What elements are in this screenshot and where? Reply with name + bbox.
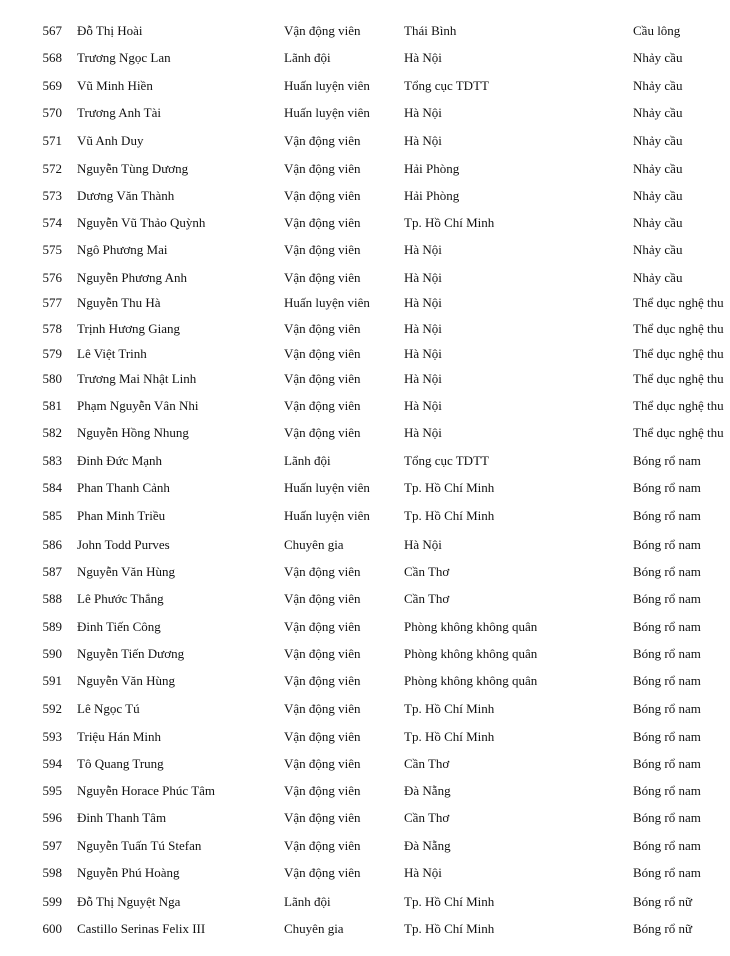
role: Vận động viên [284, 729, 361, 744]
unit: Tp. Hồ Chí Minh [404, 508, 495, 523]
role: Vận động viên [284, 242, 361, 257]
role: Vận động viên [284, 371, 361, 386]
unit: Thái Bình [404, 23, 457, 38]
sport: Bóng rổ nam [633, 508, 701, 523]
person-name: Lê Việt Trinh [77, 346, 147, 361]
role: Huấn luyện viên [284, 508, 370, 523]
table-row [0, 241, 730, 259]
sport: Bóng rổ nam [633, 537, 701, 552]
sport: Cầu lông [633, 23, 681, 38]
table-row [0, 214, 730, 232]
row-number: 575 [42, 242, 62, 257]
row-number: 591 [42, 673, 62, 688]
row-number: 595 [42, 783, 62, 798]
table-row [0, 397, 730, 415]
role: Vận động viên [284, 591, 361, 606]
row-number: 589 [42, 619, 62, 634]
row-number: 581 [42, 398, 62, 413]
person-name: Nguyễn Phú Hoàng [77, 865, 180, 880]
row-number: 569 [42, 78, 62, 93]
table-row [0, 755, 730, 773]
row-number: 577 [42, 295, 62, 310]
sport: Nhảy cầu [633, 188, 683, 203]
sport: Thể dục nghệ thu [633, 371, 724, 386]
sport: Bóng rổ nam [633, 480, 701, 495]
unit: Hà Nội [404, 133, 442, 148]
table-row [0, 507, 730, 525]
person-name: Đinh Tiến Công [77, 619, 161, 634]
unit: Hà Nội [404, 398, 442, 413]
unit: Tp. Hồ Chí Minh [404, 921, 495, 936]
sport: Thể dục nghệ thu [633, 398, 724, 413]
person-name: Phạm Nguyễn Vân Nhi [77, 398, 199, 413]
table-row [0, 452, 730, 470]
sport: Thể dục nghệ thu [633, 425, 724, 440]
person-name: Trịnh Hương Giang [77, 321, 181, 336]
unit: Hà Nội [404, 321, 442, 336]
role: Vận động viên [284, 321, 361, 336]
person-name: Lê Ngọc Tú [77, 701, 140, 716]
table-row [0, 345, 730, 363]
role: Vận động viên [284, 215, 361, 230]
unit: Hà Nội [404, 295, 442, 310]
person-name: Trương Mai Nhật Linh [77, 371, 197, 386]
person-name: Nguyễn Vũ Thảo Quỳnh [77, 215, 206, 230]
row-number: 567 [42, 23, 62, 38]
person-name: Trương Ngọc Lan [77, 50, 171, 65]
person-name: Triệu Hán Minh [77, 729, 162, 744]
person-name: Nguyễn Văn Hùng [77, 673, 175, 688]
role: Vận động viên [284, 425, 361, 440]
role: Vận động viên [284, 619, 361, 634]
row-number: 599 [42, 894, 62, 909]
unit: Tp. Hồ Chí Minh [404, 215, 495, 230]
unit: Tp. Hồ Chí Minh [404, 894, 495, 909]
unit: Đà Nẵng [404, 838, 451, 853]
role: Lãnh đội [284, 50, 331, 65]
sport: Bóng rổ nam [633, 783, 701, 798]
unit: Hà Nội [404, 371, 442, 386]
row-number: 594 [42, 756, 62, 771]
sport: Nhảy cầu [633, 133, 683, 148]
unit: Cần Thơ [404, 756, 450, 771]
table-row [0, 920, 730, 938]
table-row [0, 294, 730, 312]
table-row [0, 22, 730, 40]
table-row [0, 370, 730, 388]
table-row [0, 837, 730, 855]
role: Vận động viên [284, 346, 361, 361]
person-name: Lê Phước Thắng [77, 591, 164, 606]
unit: Cần Thơ [404, 810, 450, 825]
unit: Hà Nội [404, 105, 442, 120]
table-row [0, 590, 730, 608]
table-row [0, 49, 730, 67]
sport: Bóng rổ nữ [633, 921, 693, 936]
role: Huấn luyện viên [284, 78, 370, 93]
table-row [0, 269, 730, 287]
row-number: 572 [42, 161, 62, 176]
role: Vận động viên [284, 270, 361, 285]
role: Chuyên gia [284, 537, 344, 552]
role: Vận động viên [284, 23, 361, 38]
role: Vận động viên [284, 783, 361, 798]
table-row [0, 132, 730, 150]
unit: Hà Nội [404, 865, 442, 880]
row-number: 571 [42, 133, 62, 148]
row-number: 583 [42, 453, 62, 468]
unit: Phòng không không quân [404, 646, 538, 661]
unit: Hà Nội [404, 346, 442, 361]
person-name: Trương Anh Tài [77, 105, 161, 120]
role: Vận động viên [284, 810, 361, 825]
row-number: 585 [42, 508, 62, 523]
sport: Nhảy cầu [633, 270, 683, 285]
sport: Nhảy cầu [633, 105, 683, 120]
sport: Bóng rổ nam [633, 453, 701, 468]
unit: Cần Thơ [404, 564, 450, 579]
table-row [0, 728, 730, 746]
role: Lãnh đội [284, 894, 331, 909]
sport: Thể dục nghệ thu [633, 295, 724, 310]
sport: Nhảy cầu [633, 161, 683, 176]
unit: Phòng không không quân [404, 673, 538, 688]
unit: Hà Nội [404, 50, 442, 65]
row-number: 592 [42, 701, 62, 716]
person-name: Nguyễn Văn Hùng [77, 564, 175, 579]
sport: Bóng rổ nam [633, 810, 701, 825]
row-number: 597 [42, 838, 62, 853]
role: Vận động viên [284, 398, 361, 413]
row-number: 568 [42, 50, 62, 65]
sport: Bóng rổ nam [633, 619, 701, 634]
unit: Hà Nội [404, 425, 442, 440]
person-name: Tô Quang Trung [77, 756, 164, 771]
unit: Tổng cục TDTT [404, 78, 489, 93]
unit: Tổng cục TDTT [404, 453, 489, 468]
person-name: Nguyễn Hồng Nhung [77, 425, 189, 440]
table-row [0, 672, 730, 690]
person-name: Nguyễn Tùng Dương [77, 161, 189, 176]
sport: Bóng rổ nam [633, 865, 701, 880]
unit: Cần Thơ [404, 591, 450, 606]
table-row [0, 160, 730, 178]
person-name: Nguyễn Thu Hà [77, 295, 161, 310]
role: Vận động viên [284, 188, 361, 203]
role: Huấn luyện viên [284, 295, 370, 310]
role: Vận động viên [284, 161, 361, 176]
sport: Bóng rổ nam [633, 701, 701, 716]
person-name: Nguyễn Horace Phúc Tâm [77, 783, 216, 798]
sport: Bóng rổ nam [633, 564, 701, 579]
row-number: 574 [42, 215, 62, 230]
sport: Nhảy cầu [633, 78, 683, 93]
row-number: 573 [42, 188, 62, 203]
person-name: Nguyễn Tiến Dương [77, 646, 185, 661]
row-number: 579 [42, 346, 62, 361]
unit: Tp. Hồ Chí Minh [404, 729, 495, 744]
table-row [0, 618, 730, 636]
sport: Bóng rổ nữ [633, 894, 693, 909]
table-row [0, 563, 730, 581]
unit: Hà Nội [404, 270, 442, 285]
person-name: Đinh Đức Mạnh [77, 453, 163, 468]
role: Vận động viên [284, 838, 361, 853]
sport: Thể dục nghệ thu [633, 346, 724, 361]
person-name: Vũ Minh Hiền [77, 78, 153, 93]
sport: Bóng rổ nam [633, 756, 701, 771]
row-number: 593 [42, 729, 62, 744]
row-number: 596 [42, 810, 62, 825]
sport: Bóng rổ nam [633, 838, 701, 853]
unit: Hà Nội [404, 537, 442, 552]
table-row [0, 187, 730, 205]
table-row [0, 864, 730, 882]
role: Huấn luyện viên [284, 105, 370, 120]
person-name: Nguyễn Tuấn Tú Stefan [77, 838, 202, 853]
role: Lãnh đội [284, 453, 331, 468]
row-number: 576 [42, 270, 62, 285]
person-name: Đỗ Thị Nguyệt Nga [77, 894, 181, 909]
table-row [0, 782, 730, 800]
sport: Nhảy cầu [633, 215, 683, 230]
table-row [0, 645, 730, 663]
unit: Hải Phòng [404, 161, 460, 176]
sport: Bóng rổ nam [633, 673, 701, 688]
role: Vận động viên [284, 701, 361, 716]
role: Vận động viên [284, 865, 361, 880]
person-name: John Todd Purves [77, 537, 170, 552]
role: Vận động viên [284, 564, 361, 579]
person-name: Ngô Phương Mai [77, 242, 168, 257]
unit: Đà Nẵng [404, 783, 451, 798]
unit: Phòng không không quân [404, 619, 538, 634]
person-name: Đỗ Thị Hoài [77, 23, 143, 38]
unit: Hải Phòng [404, 188, 460, 203]
table-row [0, 424, 730, 442]
table-row [0, 700, 730, 718]
row-number: 580 [42, 371, 62, 386]
role: Chuyên gia [284, 921, 344, 936]
table-row [0, 320, 730, 338]
row-number: 600 [42, 921, 62, 936]
person-name: Phan Thanh Cảnh [77, 480, 170, 495]
sport: Nhảy cầu [633, 242, 683, 257]
sport: Bóng rổ nam [633, 646, 701, 661]
row-number: 582 [42, 425, 62, 440]
unit: Tp. Hồ Chí Minh [404, 701, 495, 716]
role: Vận động viên [284, 133, 361, 148]
person-name: Nguyễn Phương Anh [77, 270, 187, 285]
sport: Thể dục nghệ thu [633, 321, 724, 336]
unit: Hà Nội [404, 242, 442, 257]
row-number: 586 [42, 537, 62, 552]
person-name: Vũ Anh Duy [77, 133, 144, 148]
person-name: Phan Minh Triều [77, 508, 166, 523]
sport: Bóng rổ nam [633, 591, 701, 606]
person-name: Castillo Serinas Felix III [77, 921, 206, 936]
role: Huấn luyện viên [284, 480, 370, 495]
person-name: Đinh Thanh Tâm [77, 810, 167, 825]
role: Vận động viên [284, 756, 361, 771]
row-number: 587 [42, 564, 62, 579]
row-number: 570 [42, 105, 62, 120]
table-row [0, 104, 730, 122]
table-row [0, 893, 730, 911]
table-row [0, 536, 730, 554]
row-number: 578 [42, 321, 62, 336]
unit: Tp. Hồ Chí Minh [404, 480, 495, 495]
row-number: 588 [42, 591, 62, 606]
role: Vận động viên [284, 646, 361, 661]
row-number: 584 [42, 480, 62, 495]
table-row [0, 77, 730, 95]
row-number: 598 [42, 865, 62, 880]
sport: Bóng rổ nam [633, 729, 701, 744]
table-row [0, 479, 730, 497]
table-row [0, 809, 730, 827]
role: Vận động viên [284, 673, 361, 688]
person-name: Dương Văn Thành [77, 188, 175, 203]
sport: Nhảy cầu [633, 50, 683, 65]
row-number: 590 [42, 646, 62, 661]
